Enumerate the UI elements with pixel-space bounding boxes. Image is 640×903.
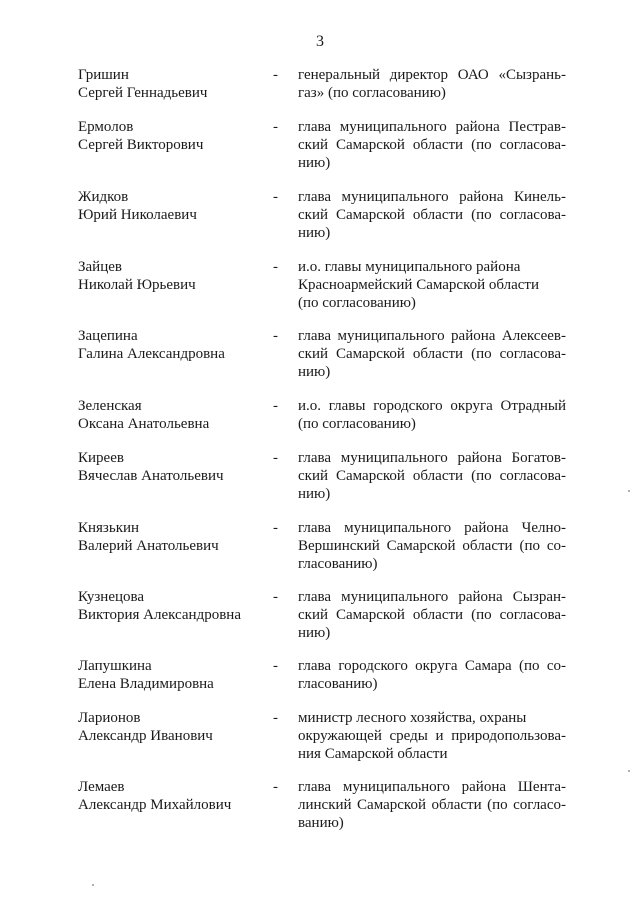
surname: Лапушкина	[78, 658, 152, 674]
position-line: линский Самарской области (по согласо-	[298, 797, 566, 813]
position-line: ния Самарской области	[298, 746, 448, 762]
member-position	[298, 709, 566, 763]
member-name	[78, 657, 268, 693]
position-line: нию)	[298, 364, 331, 380]
member-name	[78, 258, 268, 294]
position-line: нию)	[298, 155, 331, 171]
position-line: министр лесного хозяйства, охраны	[298, 710, 527, 726]
surname: Лемаев	[78, 779, 125, 795]
position-line: глава муниципального района Алексеев-	[298, 328, 566, 344]
given-names: Александр Михайлович	[78, 797, 232, 813]
position-line: нию)	[298, 486, 331, 502]
given-names: Валерий Анатольевич	[78, 538, 219, 554]
given-names: Николай Юрьевич	[78, 277, 196, 293]
position-line: ский Самарской области (по согласова-	[298, 468, 566, 484]
surname: Зацепина	[78, 328, 138, 344]
scan-speck	[628, 770, 630, 772]
page-number: 3	[316, 33, 324, 50]
surname: Жидков	[78, 189, 129, 205]
position-line: гласованию)	[298, 676, 378, 692]
position-line: и.о. главы городского округа Отрадный	[298, 398, 566, 414]
position-line: генеральный директор ОАО «Сызрань-	[298, 67, 566, 83]
dash-separator: -	[273, 119, 278, 135]
position-line: Вершинский Самарской области (по со-	[298, 538, 566, 554]
member-position	[298, 778, 566, 832]
position-line: Красноармейский Самарской области	[298, 277, 540, 293]
member-position	[298, 327, 566, 381]
surname: Киреев	[78, 450, 124, 466]
position-line: нию)	[298, 225, 331, 241]
surname: Князькин	[78, 520, 140, 536]
surname: Кузнецова	[78, 589, 145, 605]
position-line: окружающей среды и природопользова-	[298, 728, 566, 744]
position-line: ский Самарской области (по согласова-	[298, 346, 566, 362]
position-line: ский Самарской области (по согласова-	[298, 137, 566, 153]
surname: Гришин	[78, 67, 129, 83]
given-names: Галина Александровна	[78, 346, 225, 362]
dash-separator: -	[273, 450, 278, 466]
member-position	[298, 258, 566, 312]
dash-separator: -	[273, 779, 278, 795]
position-line: газ» (по согласованию)	[298, 85, 446, 101]
member-position	[298, 397, 566, 433]
position-line: глава муниципального района Кинель-	[298, 189, 566, 205]
given-names: Сергей Геннадьевич	[78, 85, 208, 101]
given-names: Юрий Николаевич	[78, 207, 197, 223]
scan-speck	[92, 884, 94, 886]
given-names: Виктория Александровна	[78, 607, 241, 623]
member-name	[78, 449, 268, 485]
position-line: и.о. главы муниципального района	[298, 259, 521, 275]
position-line: ский Самарской области (по согласова-	[298, 207, 566, 223]
dash-separator: -	[273, 328, 278, 344]
position-line: глава муниципального района Богатов-	[298, 450, 566, 466]
scan-speck	[628, 490, 630, 492]
dash-separator: -	[273, 520, 278, 536]
member-position	[298, 118, 566, 172]
given-names: Елена Владимировна	[78, 676, 214, 692]
position-line: (по согласованию)	[298, 416, 416, 432]
surname: Зайцев	[78, 259, 122, 275]
given-names: Сергей Викторович	[78, 137, 204, 153]
dash-separator: -	[273, 67, 278, 83]
position-line: гласованию)	[298, 556, 378, 572]
given-names: Вячеслав Анатольевич	[78, 468, 224, 484]
position-line: нию)	[298, 625, 331, 641]
position-line: глава муниципального района Сызран-	[298, 589, 566, 605]
member-position	[298, 519, 566, 573]
surname: Зеленская	[78, 398, 142, 414]
member-position	[298, 66, 566, 102]
member-name	[78, 588, 268, 624]
member-position	[298, 449, 566, 503]
dash-separator: -	[273, 189, 278, 205]
member-position	[298, 588, 566, 642]
member-name	[78, 188, 268, 224]
position-line: ский Самарской области (по согласова-	[298, 607, 566, 623]
member-name	[78, 519, 268, 555]
member-position	[298, 657, 566, 693]
member-name	[78, 709, 268, 745]
member-name	[78, 778, 268, 814]
position-line: глава муниципального района Пестрав-	[298, 119, 566, 135]
dash-separator: -	[273, 710, 278, 726]
given-names: Александр Иванович	[78, 728, 213, 744]
position-line: ванию)	[298, 815, 344, 831]
member-name	[78, 397, 268, 433]
member-name	[78, 118, 268, 154]
surname: Ермолов	[78, 119, 134, 135]
position-line: глава муниципального района Челно-	[298, 520, 566, 536]
position-line: глава муниципального района Шента-	[298, 779, 566, 795]
member-name	[78, 66, 268, 102]
dash-separator: -	[273, 398, 278, 414]
dash-separator: -	[273, 658, 278, 674]
surname: Ларионов	[78, 710, 141, 726]
position-line: (по согласованию)	[298, 295, 416, 311]
dash-separator: -	[273, 259, 278, 275]
position-line: глава городского округа Самара (по со-	[298, 658, 566, 674]
dash-separator: -	[273, 589, 278, 605]
given-names: Оксана Анатольевна	[78, 416, 210, 432]
member-position	[298, 188, 566, 242]
member-name	[78, 327, 268, 363]
